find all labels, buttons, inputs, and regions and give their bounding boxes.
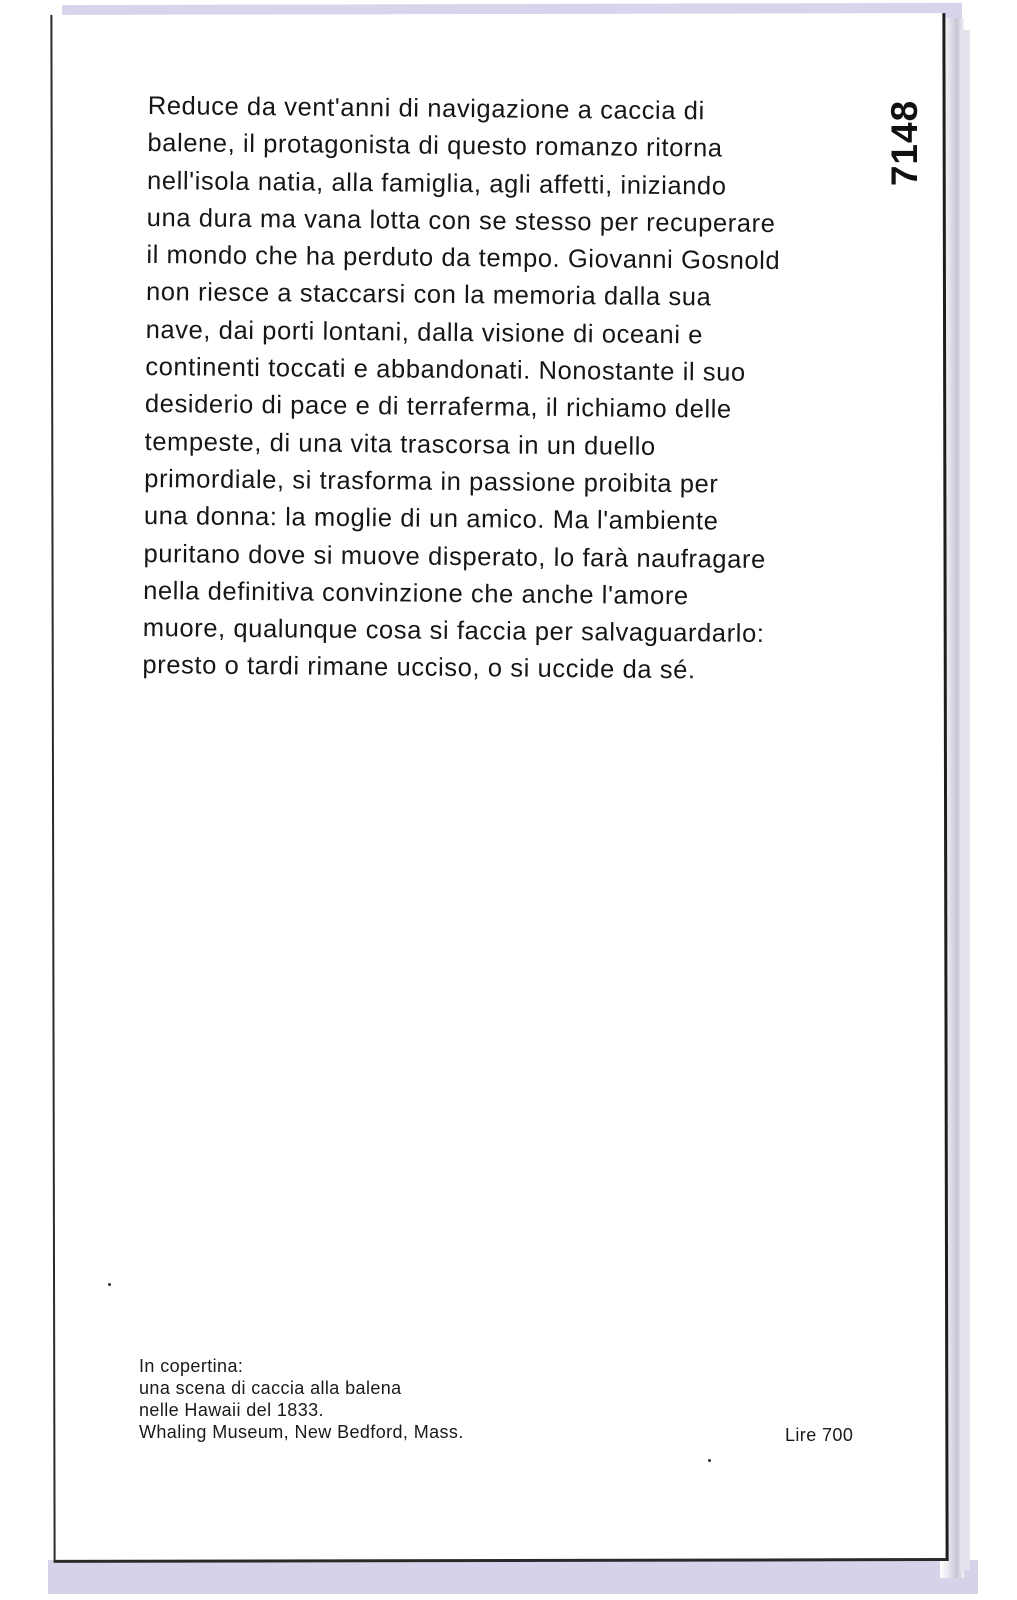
- dust-speck: [108, 1283, 111, 1286]
- dust-speck: [708, 1459, 711, 1462]
- cover-credit: In copertina: una scena di caccia alla balena nelle Hawaii del 1833. Whaling Museum, New Bedford, Mass.: [139, 1356, 464, 1442]
- series-number: 7148: [884, 99, 925, 187]
- spine-edge-outer: [960, 30, 970, 1570]
- page-edge-bottom: [48, 1560, 978, 1594]
- price-label: Lire 700: [785, 1425, 854, 1445]
- synopsis-text: Reduce da vent'anni di navigazione a caccia di balene, il protagonista di questo romanzo ritorna nell'isola natia, alla famiglia, agli affetti, iniziando una dura ma vana lotta con se stesso per recuperare il mondo che ha perduto da tempo. Giovanni Gosnold non riesce a staccarsi con la memoria dalla sua nave, dai porti lontani, dalla visione di oceani e continenti toccati e abbandonati. Nonostante il suo desiderio di pace e di terraferma, il richiamo delle tempeste, di una vita trascorsa in un duello primordiale, si trasforma in passione proibita per una donna: la moglie di un amico. Ma l'ambiente puritano dove si muove disperato, lo farà naufragare nella definitiva convinzione che anche l'amore muore, qualunque cosa si faccia per salvaguardarlo: presto o tardi rimane ucciso, o si uccide da sé.: [142, 91, 781, 685]
